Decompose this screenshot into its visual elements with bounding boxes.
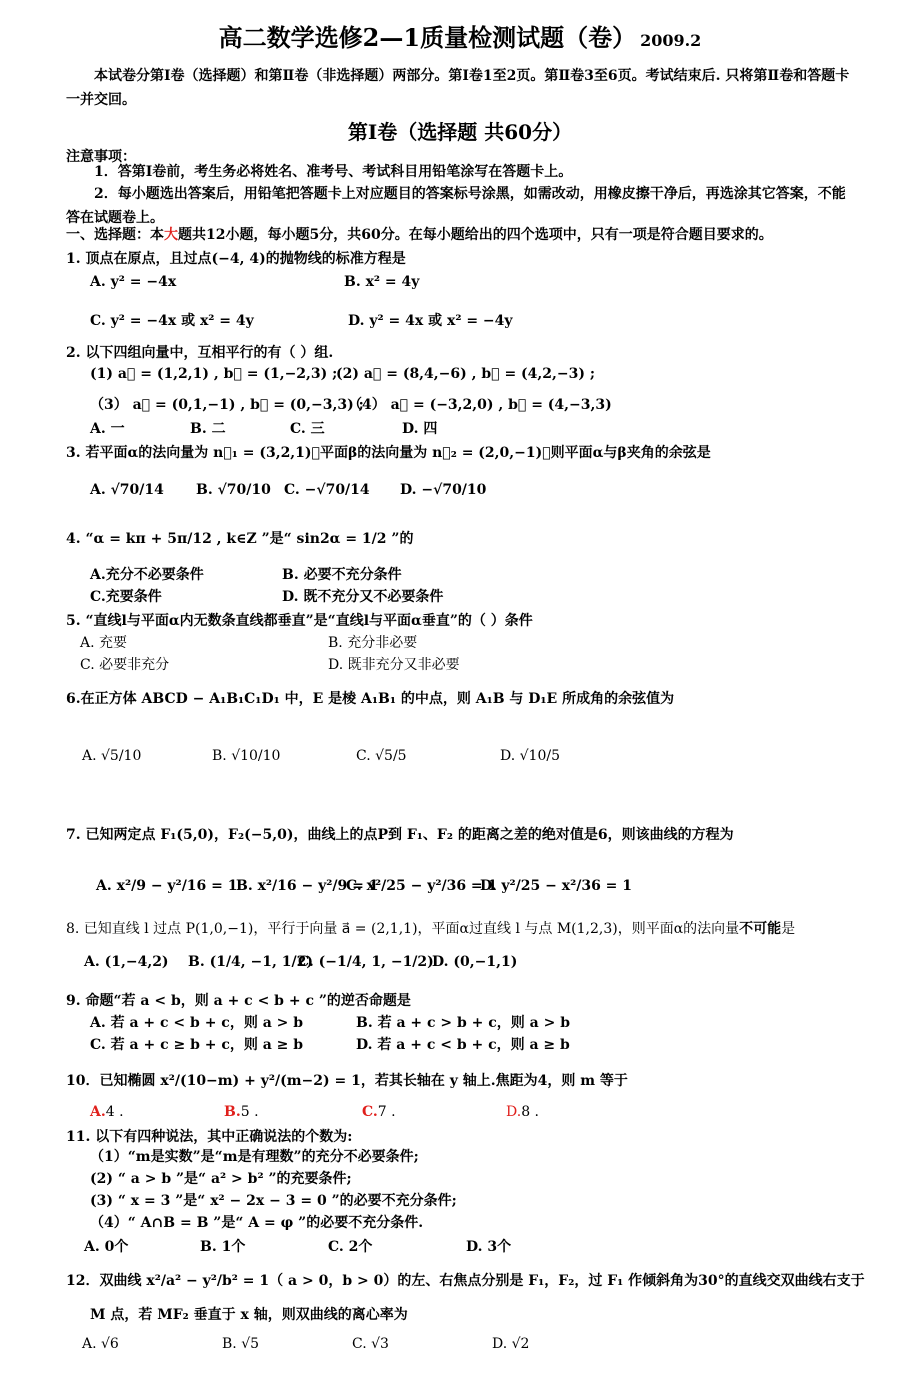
q10-option-b-letter: B. xyxy=(224,1104,241,1120)
q1-stem: 1. 顶点在原点，且过点(−4, 4)的抛物线的标准方程是 xyxy=(66,251,406,267)
q10-stem: 10．已知椭圆 x²/(10−m) + y²/(m−2) = 1，若其长轴在 y 轴上.焦距为4，则 m 等于 xyxy=(66,1073,628,1089)
q12-option-b: B. √5 xyxy=(222,1336,260,1352)
notes-item-1: 1．答第Ⅰ卷前，考生务必将姓名、准考号、考试科目用铅笔涂写在答题卡上。 xyxy=(94,164,573,180)
q3-option-b: B. √70/10 xyxy=(196,482,271,498)
q9-option-a: A. 若 a + c < b + c，则 a > b xyxy=(90,1015,304,1031)
q10-option-c-letter: C. xyxy=(362,1104,378,1120)
part1-pre: 一、选择题：本 xyxy=(66,227,164,243)
q2-group-2: (2) a⃗ = (8,4,−6) , b⃗ = (4,2,−3) ; xyxy=(336,366,596,382)
q3-option-a: A. √70/14 xyxy=(90,482,164,498)
q11-statement-1: （1）“m是实数”是“m是有理数”的充分不必要条件; xyxy=(90,1149,419,1165)
q1-option-a: A. y² = −4x xyxy=(90,274,177,290)
q1-option-c: C. y² = −4x 或 x² = 4y xyxy=(90,313,254,329)
q7-stem: 7. 已知两定点 F₁(5,0)，F₂(−5,0)，曲线上的点P到 F₁、F₂ 的距离之差的绝对值是6，则该曲线的方程为 xyxy=(66,827,734,843)
q8-option-a: A. (1,−4,2) xyxy=(84,954,169,970)
q4-stem: 4. “α = kπ + 5π/12 , k∈Z ”是“ sin2α = 1/2 ”的 xyxy=(66,531,414,547)
q10-option-d-letter: D. xyxy=(506,1104,522,1120)
q2-stem: 2. 以下四组向量中，互相平行的有（ ）组. xyxy=(66,345,334,361)
q8-option-b: B. (1/4, −1, 1/2) xyxy=(188,954,313,970)
q12-option-c: C. √3 xyxy=(352,1336,389,1352)
q11-option-c: C. 2个 xyxy=(328,1239,373,1255)
notes-item-2: 2．每小题选出答案后，用铅笔把答题卡上对应题目的答案标号涂黑，如需改动，用橡皮擦干净后，再选涂其它答案，不能答在试题卷上。 xyxy=(66,186,846,226)
q7-option-d: D. y²/25 − x²/36 = 1 xyxy=(480,878,633,894)
part1-highlight: 大 xyxy=(164,227,178,243)
q3-option-c: C. −√70/14 xyxy=(284,482,370,498)
q5-stem: 5. “直线l与平面α内无数条直线都垂直”是“直线l与平面α垂直”的（ ）条件 xyxy=(66,613,533,629)
q8-stem-emphasis: 不可能 xyxy=(739,921,782,937)
q8-stem-end: 是 xyxy=(781,921,796,937)
q9-option-c: C. 若 a + c ≥ b + c，则 a ≥ b xyxy=(90,1037,304,1053)
q4-option-a: A.充分不必要条件 xyxy=(90,567,204,583)
q6-stem: 6.在正方体 ABCD − A₁B₁C₁D₁ 中，E 是棱 A₁B₁ 的中点，则 A₁B 与 D₁E 所成角的余弦值为 xyxy=(66,691,675,707)
q2-group-4: （4） a⃗ = (−3,2,0) , b⃗ = (4,−3,3) xyxy=(348,397,612,413)
q12-stem-line-1: 12．双曲线 x²/a² − y²/b² = 1（ a > 0，b > 0）的左、右焦点分别是 F₁，F₂，过 F₁ 作倾斜角为30°的直线交双曲线右支于 xyxy=(66,1273,865,1289)
q2-option-c: C. 三 xyxy=(290,421,325,437)
q11-stem: 11. 以下有四种说法，其中正确说法的个数为: xyxy=(66,1129,353,1145)
q6-option-a: A. √5/10 xyxy=(82,748,142,764)
title-text: 高二数学选修2—1质量检测试题（卷） xyxy=(218,23,637,52)
q1-option-d: D. y² = 4x 或 x² = −4y xyxy=(348,313,513,329)
q2-option-b: B. 二 xyxy=(190,421,226,437)
q11-option-b: B. 1个 xyxy=(200,1239,246,1255)
q8-option-c: C. (−1/4, 1, −1/2) xyxy=(298,954,434,970)
q9-stem: 9. 命题“若 a < b，则 a + c < b + c ”的逆否命题是 xyxy=(66,993,411,1009)
section-title: 第Ⅰ卷（选择题 共60分） xyxy=(347,120,573,144)
q11-option-a: A. 0个 xyxy=(84,1239,129,1255)
q7-option-b: B. x²/16 − y²/9 = 1 xyxy=(236,878,379,894)
q10-option-a-value: 4 . xyxy=(105,1104,124,1120)
q12-option-a: A. √6 xyxy=(82,1336,119,1352)
q10-option-d-value: 8 . xyxy=(521,1104,539,1120)
q11-option-d: D. 3个 xyxy=(466,1239,512,1255)
q11-statement-4: （4）“ A∩B = B ”是“ A = φ ”的必要不充分条件. xyxy=(90,1215,424,1231)
q11-statement-3: (3) “ x = 3 ”是“ x² − 2x − 3 = 0 ”的必要不充分条件; xyxy=(90,1193,457,1209)
q9-option-d: D. 若 a + c < b + c，则 a ≥ b xyxy=(356,1037,570,1053)
q10-option-a-letter: A. xyxy=(90,1104,106,1120)
q6-option-b: B. √10/10 xyxy=(212,748,281,764)
q10-option-c-value: 7 . xyxy=(377,1104,396,1120)
page-title xyxy=(0,18,920,53)
q3-option-d: D. −√70/10 xyxy=(400,482,487,498)
q10-option-d xyxy=(506,1104,539,1120)
q3-stem: 3. 若平面α的法向量为 n⃗₁ = (3,2,1)，平面β的法向量为 n⃗₂ = (2,0,−1)，则平面α与β夹角的余弦是 xyxy=(66,445,711,461)
q5-option-d: D. 既非充分又非必要 xyxy=(328,657,460,673)
q8-option-d: D. (0,−1,1) xyxy=(432,954,518,970)
q2-option-d: D. 四 xyxy=(402,421,438,437)
q10-option-c xyxy=(362,1104,396,1120)
part1-instructions xyxy=(66,224,773,244)
q8-stem-main: 8. 已知直线 l 过点 P(1,0,−1)，平行于向量 a⃗ = (2,1,1)，平面α过直线 l 与点 M(1,2,3)，则平面α的法向量 xyxy=(66,921,740,937)
q4-option-b: B. 必要不充分条件 xyxy=(282,567,402,583)
q7-option-c: C. x²/25 − y²/36 = 1 xyxy=(346,878,498,894)
q4-option-d: D. 既不充分又不必要条件 xyxy=(282,589,444,605)
q10-option-a xyxy=(90,1104,124,1120)
q12-stem-line-2: M 点，若 MF₂ 垂直于 x 轴，则双曲线的离心率为 xyxy=(90,1307,408,1323)
q12-option-d: D. √2 xyxy=(492,1336,530,1352)
q10-option-b-value: 5 . xyxy=(240,1104,259,1120)
exam-date: 2009.2 xyxy=(640,31,702,50)
q8-stem xyxy=(66,918,795,938)
q2-group-1: (1) a⃗ = (1,2,1) , b⃗ = (1,−2,3) ; xyxy=(90,366,338,382)
intro-paragraph: 本试卷分第Ⅰ卷（选择题）和第Ⅱ卷（非选择题）两部分。第Ⅰ卷1至2页。第Ⅱ卷3至6页。考试结束后. 只将第Ⅱ卷和答题卡一并交回。 xyxy=(66,68,850,108)
notes-heading: 注意事项： xyxy=(66,149,136,165)
q6-option-d: D. √10/5 xyxy=(500,748,560,764)
q5-option-c: C. 必要非充分 xyxy=(80,657,170,673)
q2-option-a: A. 一 xyxy=(90,421,125,437)
q1-option-b: B. x² = 4y xyxy=(344,274,420,290)
q5-option-b: B. 充分非必要 xyxy=(328,635,418,651)
q11-statement-2: (2) “ a > b ”是“ a² > b² ”的充要条件; xyxy=(90,1171,352,1187)
part1-post: 题共12小题，每小题5分，共60分。在每小题给出的四个选项中，只有一项是符合题目要求的。 xyxy=(178,227,773,243)
q6-option-c: C. √5/5 xyxy=(356,748,407,764)
q2-group-3: （3） a⃗ = (0,1,−1) , b⃗ = (0,−3,3) ; xyxy=(90,397,364,413)
q5-option-a: A. 充要 xyxy=(80,635,128,651)
q4-option-c: C.充要条件 xyxy=(90,589,162,605)
q10-option-b xyxy=(224,1104,259,1120)
q7-option-a: A. x²/9 − y²/16 = 1 xyxy=(96,878,238,894)
q9-option-b: B. 若 a + c > b + c，则 a > b xyxy=(356,1015,571,1031)
